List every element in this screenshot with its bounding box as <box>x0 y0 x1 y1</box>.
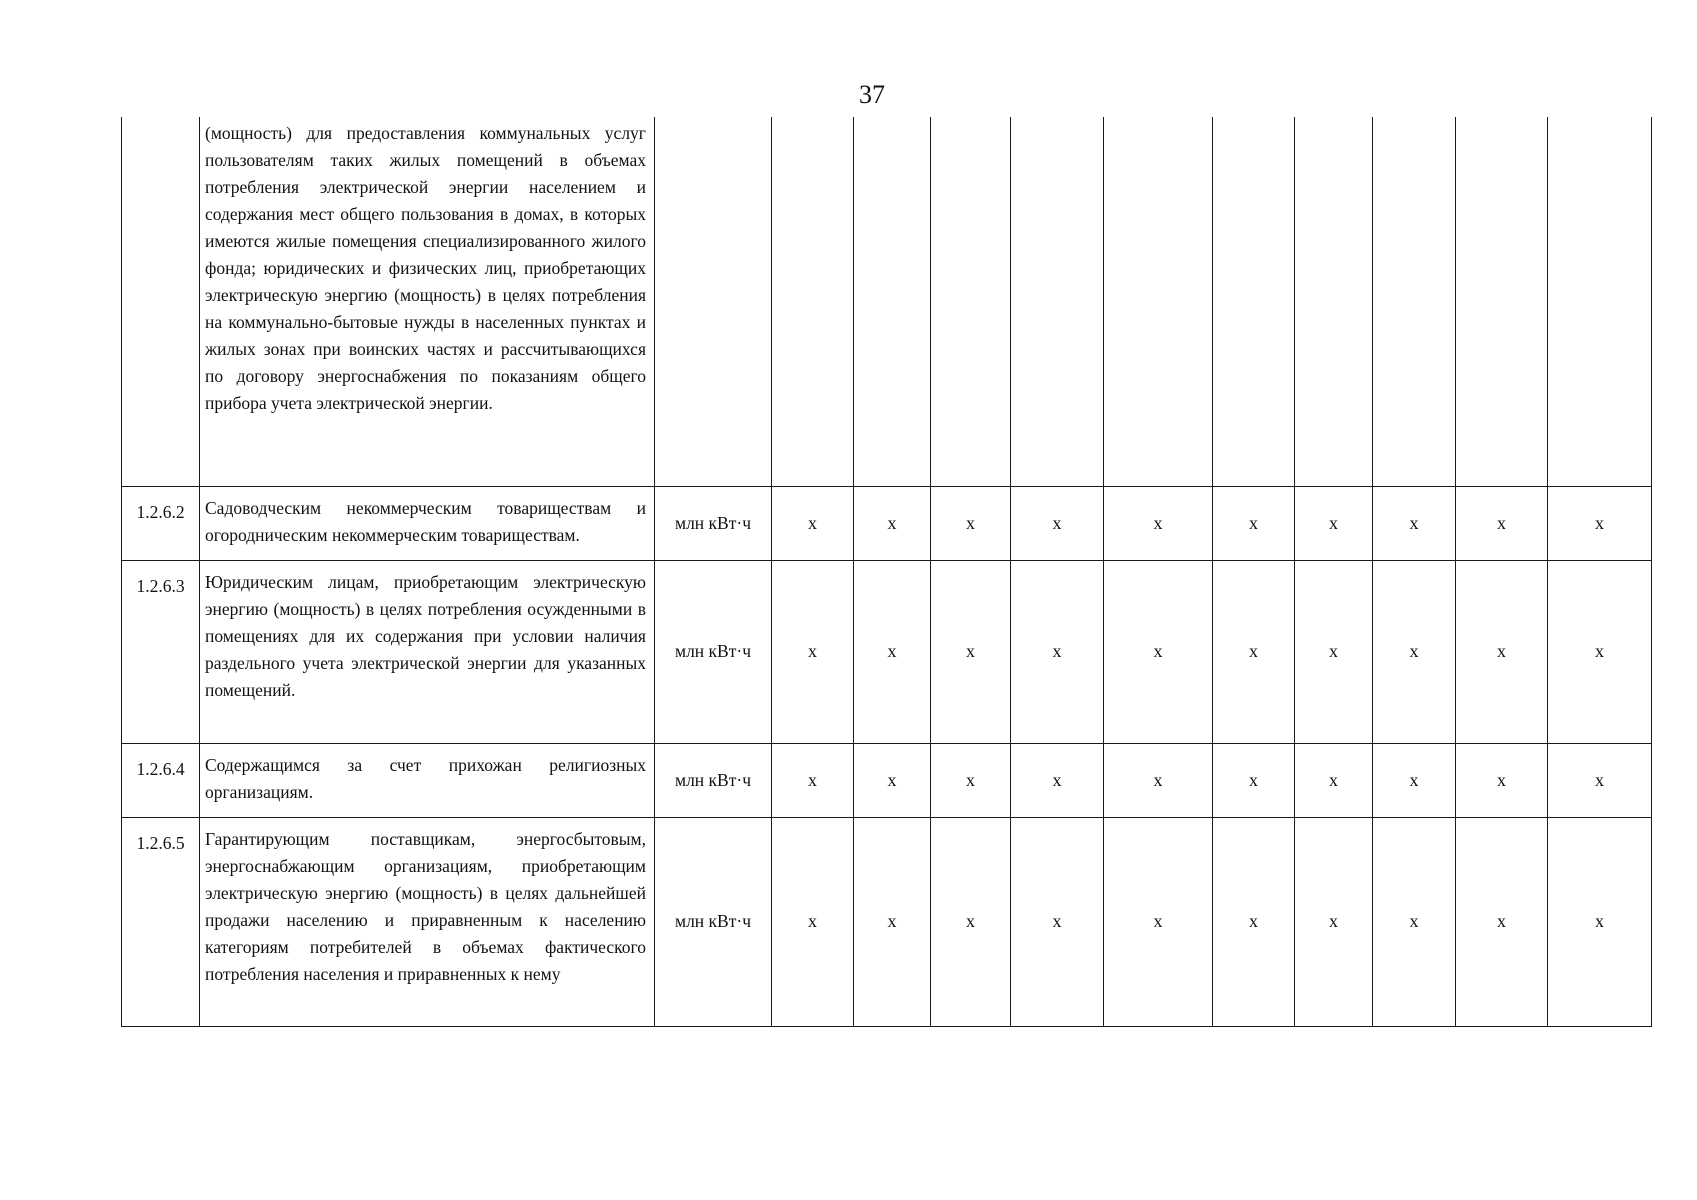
value-mark-cell: x <box>1011 560 1104 743</box>
row-description-cell: Юридическим лицам, приобретающим электрическую энергию (мощность) в целях потребления осужденными в помещениях для их содержания при условии наличия раздельного учета электрической энергии для указанных помещений. <box>200 560 655 743</box>
value-mark-cell: x <box>854 817 931 1026</box>
value-mark-cell: x <box>1373 817 1456 1026</box>
value-mark-cell: x <box>1295 560 1373 743</box>
table-row <box>122 560 1652 743</box>
unit-cell: млн кВт·ч <box>655 743 772 817</box>
unit-cell: млн кВт·ч <box>655 817 772 1026</box>
value-cell-empty <box>931 117 1011 486</box>
value-mark-cell: x <box>931 486 1011 560</box>
num-cell-empty <box>122 117 200 486</box>
value-mark-cell: x <box>1213 817 1295 1026</box>
value-mark-cell: x <box>1295 486 1373 560</box>
value-mark-cell: x <box>1456 486 1548 560</box>
unit-cell: млн кВт·ч <box>655 560 772 743</box>
value-mark-cell: x <box>1295 817 1373 1026</box>
value-mark-cell: x <box>1548 486 1652 560</box>
value-mark-cell: x <box>854 486 931 560</box>
value-mark-cell: x <box>931 817 1011 1026</box>
value-mark-cell: x <box>1011 817 1104 1026</box>
continuation-text-cell: (мощность) для предоставления коммунальных услуг пользователям таких жилых помещений в объемах потребления электрической энергии населением и содержания мест общего пользования в домах, в которых имеются жилые помещения специализированного жилого фонда; юридических и физических лиц, приобретающих электрическую энергию (мощность) в целях потребления на коммунально-бытовые нужды в населенных пунктах и жилых зонах при воинских частях и рассчитывающихся по договору энергоснабжения по показаниям общего прибора учета электрической энергии. <box>200 117 655 486</box>
data-table <box>121 117 1652 1027</box>
value-mark-cell: x <box>1213 560 1295 743</box>
value-mark-cell: x <box>1373 560 1456 743</box>
table-row <box>122 486 1652 560</box>
page-number: 37 <box>859 80 885 109</box>
row-description-cell: Садоводческим некоммерческим товариществам и огородническим некоммерческим товариществам. <box>200 486 655 560</box>
value-cell-empty <box>772 117 854 486</box>
value-cell-empty <box>1456 117 1548 486</box>
row-description-cell: Гарантирующим поставщикам, энергосбытовым, энергоснабжающим организациям, приобретающим электрическую энергию (мощность) в целях дальнейшей продажи населению и приравненным к населению категориям потребителей в объемах фактического потребления населения и приравненных к нему <box>200 817 655 1026</box>
value-cell-empty <box>1011 117 1104 486</box>
value-mark-cell: x <box>1373 743 1456 817</box>
value-mark-cell: x <box>1548 560 1652 743</box>
table-row <box>122 743 1652 817</box>
value-mark-cell: x <box>1213 486 1295 560</box>
value-mark-cell: x <box>1104 486 1213 560</box>
value-mark-cell: x <box>1011 743 1104 817</box>
row-number-cell: 1.2.6.5 <box>122 817 200 1026</box>
value-mark-cell: x <box>1104 817 1213 1026</box>
value-mark-cell: x <box>854 743 931 817</box>
value-mark-cell: x <box>1104 743 1213 817</box>
value-mark-cell: x <box>772 560 854 743</box>
value-mark-cell: x <box>854 560 931 743</box>
value-mark-cell: x <box>1011 486 1104 560</box>
value-mark-cell: x <box>1548 743 1652 817</box>
value-cell-empty <box>1548 117 1652 486</box>
value-cell-empty <box>1104 117 1213 486</box>
value-mark-cell: x <box>1456 743 1548 817</box>
value-mark-cell: x <box>772 817 854 1026</box>
row-description-cell: Содержащимся за счет прихожан религиозных организациям. <box>200 743 655 817</box>
unit-cell-empty <box>655 117 772 486</box>
row-number-cell: 1.2.6.4 <box>122 743 200 817</box>
value-cell-empty <box>1213 117 1295 486</box>
value-mark-cell: x <box>1213 743 1295 817</box>
value-cell-empty <box>1295 117 1373 486</box>
value-mark-cell: x <box>931 560 1011 743</box>
table-body <box>122 117 1652 1026</box>
value-mark-cell: x <box>1373 486 1456 560</box>
value-mark-cell: x <box>1295 743 1373 817</box>
value-mark-cell: x <box>1456 817 1548 1026</box>
value-mark-cell: x <box>772 486 854 560</box>
row-number-cell: 1.2.6.2 <box>122 486 200 560</box>
value-mark-cell: x <box>1456 560 1548 743</box>
unit-cell: млн кВт·ч <box>655 486 772 560</box>
value-cell-empty <box>854 117 931 486</box>
value-mark-cell: x <box>1548 817 1652 1026</box>
table-row-continuation <box>122 117 1652 486</box>
table-row <box>122 817 1652 1026</box>
value-mark-cell: x <box>772 743 854 817</box>
row-number-cell: 1.2.6.3 <box>122 560 200 743</box>
value-cell-empty <box>1373 117 1456 486</box>
value-mark-cell: x <box>931 743 1011 817</box>
value-mark-cell: x <box>1104 560 1213 743</box>
